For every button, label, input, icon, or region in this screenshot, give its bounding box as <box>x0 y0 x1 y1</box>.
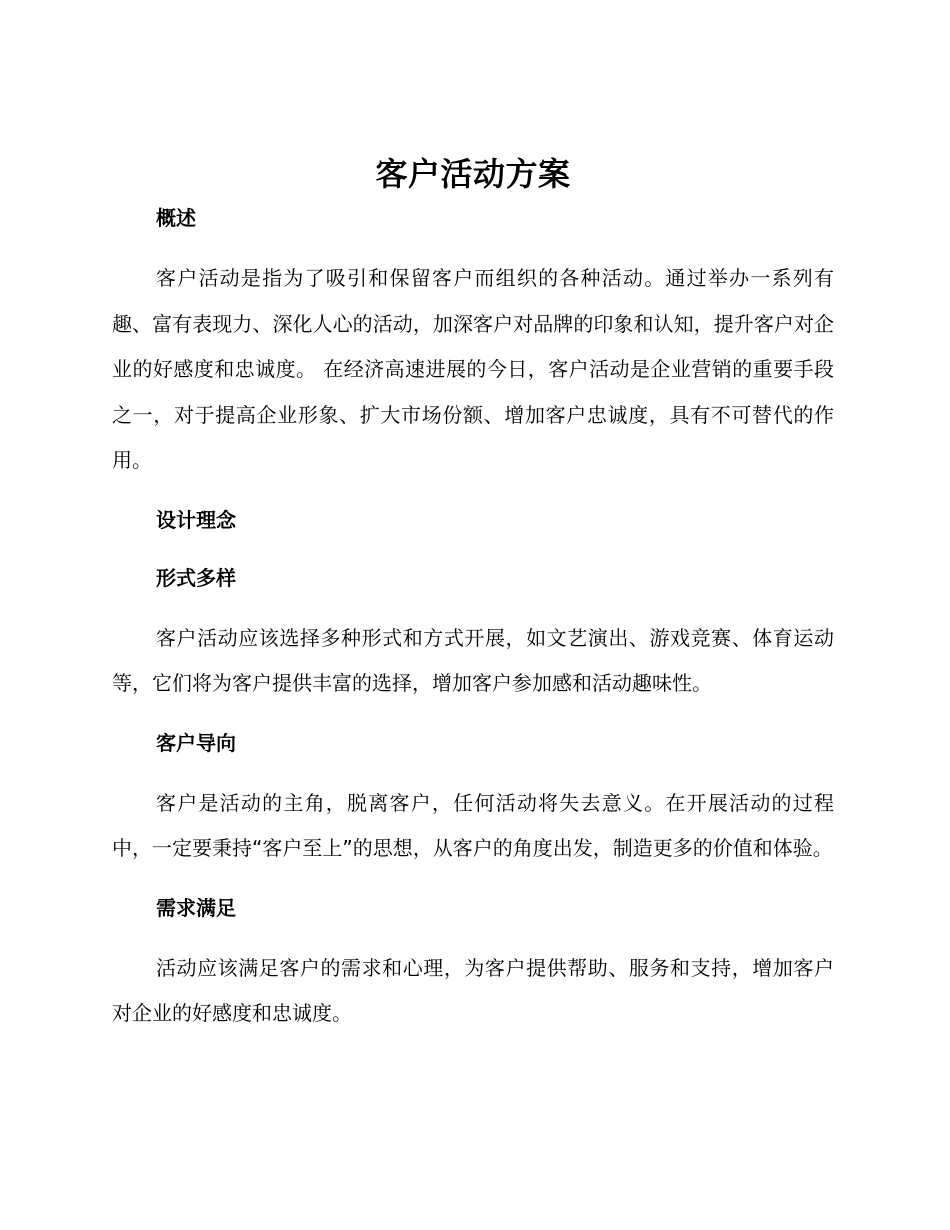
section-heading-diverse-forms: 形式多样 <box>156 565 236 590</box>
document-title: 客户活动方案 <box>375 155 571 193</box>
spacer <box>112 707 834 729</box>
spacer <box>112 232 834 256</box>
spacer <box>112 534 834 564</box>
spacer <box>112 872 834 894</box>
document-content <box>112 150 834 1037</box>
spacer <box>112 757 834 781</box>
section-paragraph-customer-oriented: 客户是活动的主角，脱离客户，任何活动将失去意义。在开展活动的过程中，一定要秉持“客户至上”的思想，从客户的角度出发，制造更多的价值和体验。 <box>112 790 834 860</box>
spacer <box>112 592 834 616</box>
spacer <box>112 484 834 506</box>
spacer <box>112 922 834 946</box>
section-heading-design-concept: 设计理念 <box>156 507 236 532</box>
section-heading-overview: 概述 <box>156 206 196 230</box>
section-paragraph-meet-needs: 活动应该满足客户的需求和心理，为客户提供帮助、服务和支持，增加客户对企业的好感度和忠诚度。 <box>112 955 834 1025</box>
section-heading-meet-needs: 需求满足 <box>156 895 236 920</box>
section-paragraph-overview: 客户活动是指为了吸引和保留客户而组织的各种活动。通过举办一系列有趣、富有表现力、深化人心的活动，加深客户对品牌的印象和认知，提升客户对企业的好感度和忠诚度。 在经济高速进展的今日，客户活动是企业营销的重要手段之一，对于提高企业形象、扩大市场份额、增加客户忠诚度，具有不可替代的作用。 <box>112 266 834 472</box>
section-heading-customer-oriented: 客户导向 <box>156 730 236 755</box>
section-paragraph-diverse-forms: 客户活动应该选择多种形式和方式开展，如文艺演出、游戏竞赛、体育运动等，它们将为客户提供丰富的选择，增加客户参加感和活动趣味性。 <box>112 625 834 695</box>
